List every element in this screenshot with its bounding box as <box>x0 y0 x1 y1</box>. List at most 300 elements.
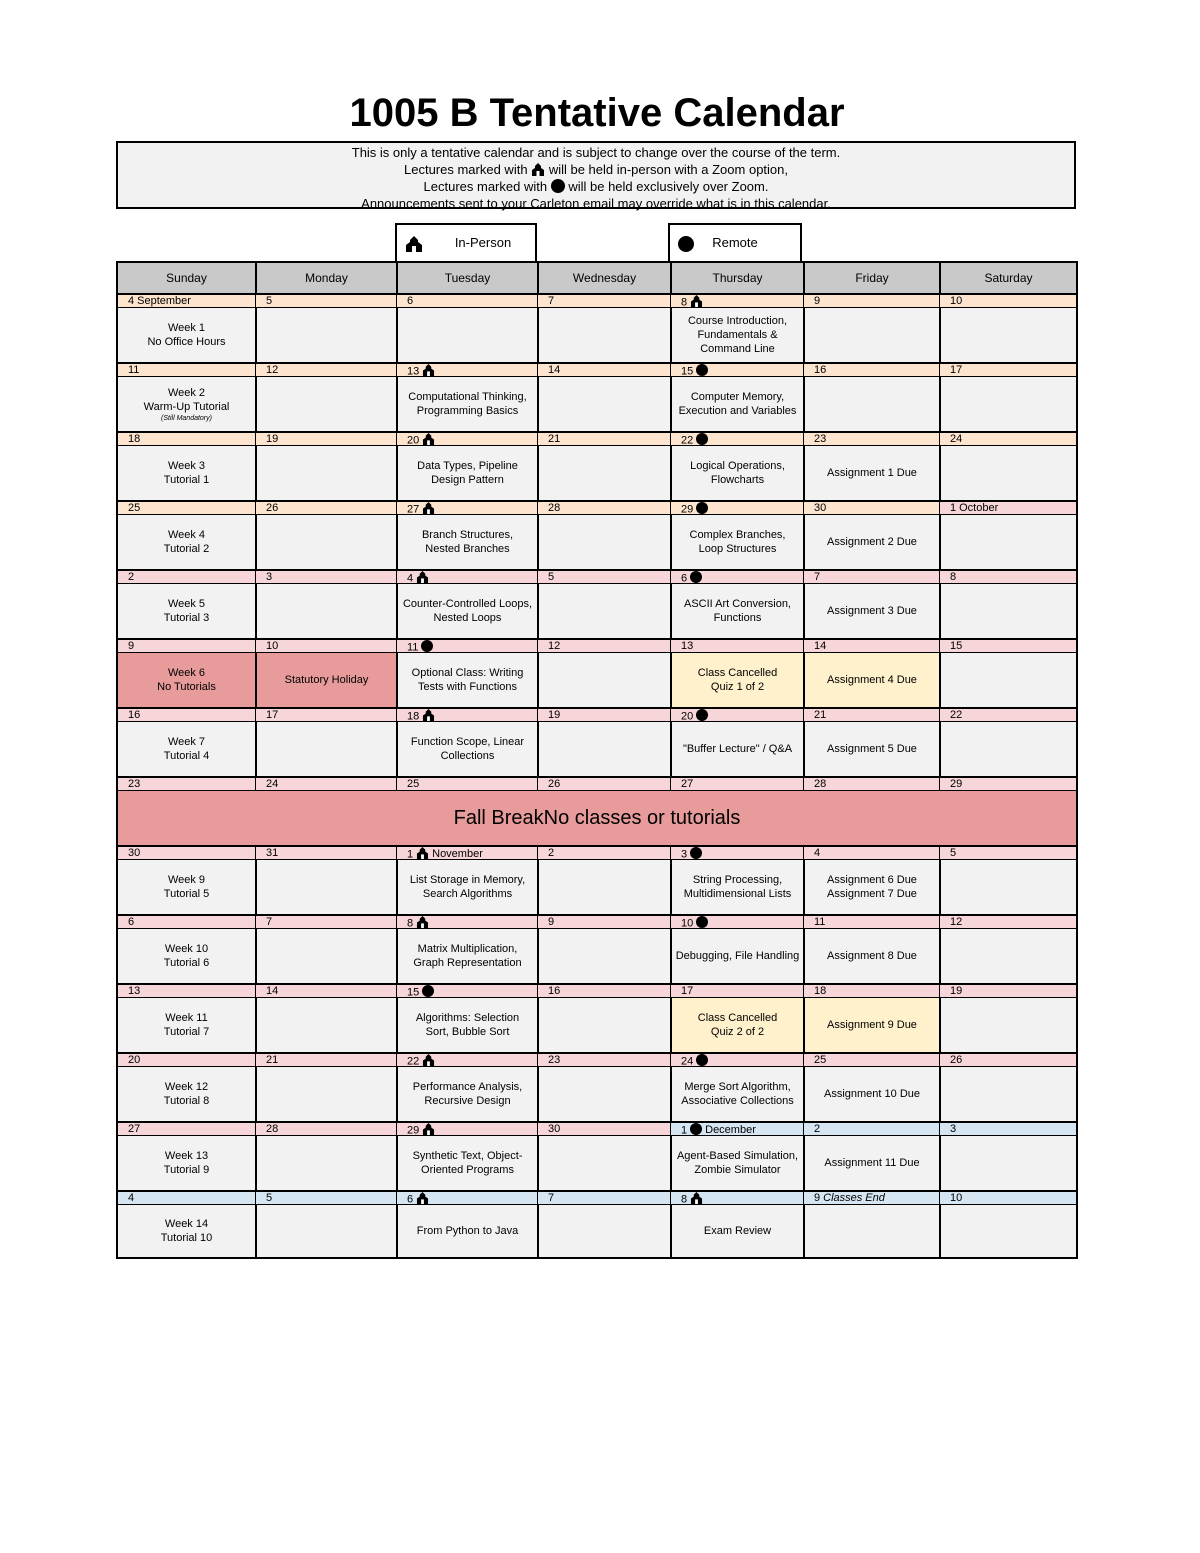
date-number: 24 <box>950 433 963 445</box>
date-cell <box>255 845 396 859</box>
date-number: 4 <box>128 1192 135 1204</box>
day-cell <box>670 514 803 569</box>
day-cell <box>939 997 1078 1052</box>
date-cell <box>939 1190 1078 1204</box>
date-cell <box>803 362 939 376</box>
day-cell <box>537 583 670 638</box>
date-number: 2 <box>128 571 135 583</box>
date-cell <box>116 431 255 445</box>
date-cell <box>803 845 939 859</box>
day-cell <box>537 997 670 1052</box>
cell-text: Zombie Simulator <box>694 1164 781 1176</box>
day-cell <box>537 376 670 431</box>
date-cell <box>670 500 803 514</box>
date-number: 27 <box>128 1123 141 1135</box>
date-number: 7 <box>266 916 273 928</box>
date-number: 28 <box>548 502 561 514</box>
cell-text: Assignment 8 Due <box>827 950 917 962</box>
cell-text: Week 2 <box>167 386 206 399</box>
cell-text: Tutorial 5 <box>163 888 210 900</box>
day-cell <box>255 997 396 1052</box>
cell-text: "Buffer Lecture" / Q&A <box>682 743 793 755</box>
day-cell <box>537 928 670 983</box>
date-number: 4 <box>814 847 821 859</box>
day-cell <box>939 1135 1078 1190</box>
date-number: 30 <box>814 502 827 514</box>
date-cell <box>803 431 939 445</box>
cell-text: Class Cancelled <box>697 1012 778 1024</box>
date-cell <box>803 293 939 307</box>
building-icon <box>422 364 435 376</box>
date-cell <box>939 914 1078 928</box>
date-number: 17 <box>266 709 279 721</box>
day-cell <box>116 1066 255 1121</box>
date-cell <box>396 1121 537 1135</box>
day-cell <box>670 1204 803 1259</box>
day-cell <box>670 859 803 914</box>
day-cell <box>670 997 803 1052</box>
cell-text: Oriented Programs <box>421 1164 514 1176</box>
date-cell <box>537 707 670 721</box>
day-cell <box>255 1135 396 1190</box>
notice-box <box>116 141 1076 209</box>
building-icon <box>422 433 435 445</box>
date-number: 31 <box>266 847 279 859</box>
notice-text: Lectures marked with <box>423 179 548 194</box>
cell-text: Function Scope, Linear <box>410 736 525 748</box>
date-number: 8 <box>407 917 414 928</box>
date-number: 6 <box>128 916 135 928</box>
day-header-sunday: Sunday <box>116 261 255 293</box>
cell-text: Optional Class: Writing <box>411 667 524 679</box>
notice-line <box>118 161 1074 178</box>
cell-text: Assignment 11 Due <box>824 1157 920 1169</box>
cell-text: Exam Review <box>703 1225 772 1237</box>
circle-icon <box>696 364 708 376</box>
day-cell <box>803 859 939 914</box>
cell-text: Tutorial 8 <box>163 1095 210 1107</box>
day-cell <box>116 445 255 500</box>
date-number: 29 <box>407 1124 420 1135</box>
date-number: 11 <box>128 364 140 376</box>
date-label: October <box>959 502 999 514</box>
cell-text: Computer Memory, <box>690 391 785 403</box>
date-number: 7 <box>548 1192 555 1204</box>
cell-text: Warm-Up Tutorial <box>143 400 230 413</box>
day-cell <box>255 1204 396 1259</box>
date-cell <box>396 914 537 928</box>
date-cell <box>537 1052 670 1066</box>
date-number: 27 <box>407 503 420 514</box>
date-number: 1 <box>950 502 957 514</box>
date-number: 10 <box>266 640 279 652</box>
date-number: 22 <box>681 434 694 445</box>
day-cell <box>255 445 396 500</box>
date-cell <box>670 638 803 652</box>
date-number: 14 <box>266 985 279 997</box>
date-number: 13 <box>128 985 141 997</box>
date-cell <box>396 845 537 859</box>
date-label: Classes End <box>823 1192 885 1204</box>
cell-text: Week 7 <box>167 736 206 748</box>
date-number: 14 <box>814 640 827 652</box>
day-cell <box>396 1135 537 1190</box>
day-header-friday: Friday <box>803 261 939 293</box>
date-number: 22 <box>950 709 963 721</box>
circle-icon <box>690 847 702 859</box>
date-cell <box>537 293 670 307</box>
day-cell <box>803 1204 939 1259</box>
date-number: 15 <box>950 640 963 652</box>
cell-text: Tutorial 3 <box>163 612 210 624</box>
date-cell <box>537 776 670 790</box>
date-cell <box>116 983 255 997</box>
legend-label: In-Person <box>454 235 512 250</box>
cell-text: From Python to Java <box>416 1225 519 1237</box>
cell-text: Quiz 1 of 2 <box>710 681 765 693</box>
cell-text: Command Line <box>700 343 775 355</box>
date-number: 1 <box>681 1124 688 1135</box>
date-cell <box>670 362 803 376</box>
building-icon <box>416 847 429 859</box>
date-number: 18 <box>128 433 141 445</box>
day-cell <box>396 652 537 707</box>
date-cell <box>255 1121 396 1135</box>
day-cell <box>116 307 255 362</box>
date-cell <box>396 776 537 790</box>
day-cell <box>116 859 255 914</box>
cell-text: Assignment 5 Due <box>827 743 917 755</box>
date-cell <box>939 500 1078 514</box>
day-cell <box>537 859 670 914</box>
day-cell <box>255 514 396 569</box>
notice-text: will be held exclusively over Zoom. <box>568 179 769 194</box>
date-number: 18 <box>814 985 827 997</box>
date-number: 29 <box>681 503 694 514</box>
day-cell <box>537 445 670 500</box>
date-number: 12 <box>266 364 279 376</box>
date-number: 21 <box>814 709 827 721</box>
date-number: 5 <box>266 1192 273 1204</box>
date-cell <box>396 638 537 652</box>
cell-text: Matrix Multiplication, <box>417 943 518 955</box>
day-cell <box>939 445 1078 500</box>
date-cell <box>116 1190 255 1204</box>
notice-text: Lectures marked with <box>404 162 528 177</box>
date-number: 5 <box>950 847 957 859</box>
cell-text: Debugging, File Handling <box>675 950 800 962</box>
day-cell <box>939 928 1078 983</box>
circle-icon <box>422 985 434 997</box>
cell-text: List Storage in Memory, <box>409 874 526 886</box>
date-number: 11 <box>814 916 826 928</box>
date-cell <box>396 983 537 997</box>
day-cell <box>396 928 537 983</box>
day-cell <box>803 445 939 500</box>
cell-text: Course Introduction, <box>687 315 788 327</box>
cell-text: Agent-Based Simulation, <box>676 1150 799 1162</box>
day-cell <box>803 1135 939 1190</box>
cell-text: Tutorial 1 <box>163 474 210 486</box>
day-cell <box>939 1066 1078 1121</box>
cell-note: (Still Mandatory) <box>161 414 212 422</box>
circle-icon <box>696 709 708 721</box>
date-number: 13 <box>407 365 420 376</box>
day-cell <box>396 1204 537 1259</box>
date-number: 28 <box>266 1123 279 1135</box>
date-cell <box>537 431 670 445</box>
legend-label: Remote <box>712 235 758 250</box>
date-number: 27 <box>681 778 694 790</box>
cell-text: Counter-Controlled Loops, <box>402 598 533 610</box>
date-cell <box>939 983 1078 997</box>
day-cell <box>803 307 939 362</box>
cell-text: Assignment 6 Due <box>827 874 917 886</box>
date-number: 25 <box>128 502 141 514</box>
day-cell <box>803 514 939 569</box>
day-cell <box>116 652 255 707</box>
date-cell <box>396 707 537 721</box>
building-icon <box>422 1123 435 1135</box>
day-cell <box>939 307 1078 362</box>
date-cell <box>537 914 670 928</box>
date-cell <box>255 914 396 928</box>
day-cell <box>116 1204 255 1259</box>
date-cell <box>116 1121 255 1135</box>
cell-text: Week 4 <box>167 529 206 541</box>
date-cell <box>116 914 255 928</box>
day-cell <box>939 514 1078 569</box>
cell-text: String Processing, <box>692 874 783 886</box>
date-cell <box>537 638 670 652</box>
cell-text: Tests with Functions <box>417 681 518 693</box>
cell-text: Algorithms: Selection <box>415 1012 520 1024</box>
date-cell <box>116 362 255 376</box>
building-icon <box>690 295 703 307</box>
building-icon <box>416 916 429 928</box>
date-number: 9 <box>128 640 135 652</box>
day-cell <box>537 1066 670 1121</box>
date-cell <box>255 983 396 997</box>
date-number: 19 <box>266 433 279 445</box>
date-number: 15 <box>681 365 694 376</box>
cell-text: Statutory Holiday <box>284 674 369 686</box>
cell-text: Nested Branches <box>425 543 510 555</box>
date-cell <box>670 914 803 928</box>
notice-text: will be held in-person with a Zoom option, <box>548 162 788 177</box>
date-number: 6 <box>407 1193 414 1204</box>
cell-text: Assignment 4 Due <box>827 674 917 686</box>
date-cell <box>670 1121 803 1135</box>
cell-text: Graph Representation <box>413 957 522 969</box>
day-cell <box>255 721 396 776</box>
day-cell <box>670 445 803 500</box>
date-cell <box>670 569 803 583</box>
date-cell <box>255 362 396 376</box>
day-cell <box>255 583 396 638</box>
day-cell <box>803 376 939 431</box>
day-cell <box>255 652 396 707</box>
date-cell <box>939 569 1078 583</box>
date-cell <box>116 776 255 790</box>
day-cell <box>803 652 939 707</box>
date-number: 26 <box>266 502 279 514</box>
day-cell <box>396 859 537 914</box>
day-cell <box>939 376 1078 431</box>
day-cell <box>803 928 939 983</box>
cell-text: Week 9 <box>167 874 206 886</box>
day-cell <box>116 1135 255 1190</box>
date-cell <box>396 431 537 445</box>
day-header-wednesday: Wednesday <box>537 261 670 293</box>
date-number: 6 <box>681 572 688 583</box>
cell-text: Computational Thinking, <box>408 391 527 403</box>
day-cell <box>803 583 939 638</box>
cell-text: Recursive Design <box>424 1095 511 1107</box>
circle-icon <box>551 179 565 194</box>
date-cell <box>803 914 939 928</box>
day-cell <box>255 307 396 362</box>
day-cell <box>537 1204 670 1259</box>
cell-text: Assignment 2 Due <box>827 536 917 548</box>
cell-text: Week 14 <box>164 1218 209 1230</box>
building-icon <box>531 162 545 177</box>
date-cell <box>670 776 803 790</box>
date-number: 26 <box>950 1054 963 1066</box>
cell-text: Tutorial 9 <box>163 1164 210 1176</box>
cell-text: No Office Hours <box>147 336 226 348</box>
date-cell <box>116 845 255 859</box>
date-number: 29 <box>950 778 963 790</box>
date-number: 18 <box>407 710 420 721</box>
date-number: 20 <box>128 1054 141 1066</box>
cell-text: Fundamentals & <box>697 329 778 341</box>
building-icon <box>416 1192 429 1204</box>
date-number: 14 <box>548 364 561 376</box>
date-number: 15 <box>407 986 420 997</box>
legend-in-person <box>395 223 537 261</box>
day-cell <box>255 1066 396 1121</box>
date-number: 30 <box>548 1123 561 1135</box>
day-cell <box>396 583 537 638</box>
date-cell <box>803 638 939 652</box>
cell-text: Week 5 <box>167 598 206 610</box>
date-cell <box>396 1190 537 1204</box>
date-cell <box>396 293 537 307</box>
date-cell <box>255 569 396 583</box>
day-cell <box>255 859 396 914</box>
date-number: 8 <box>681 1193 688 1204</box>
day-cell <box>939 1204 1078 1259</box>
day-cell <box>670 1066 803 1121</box>
date-number: 12 <box>548 640 561 652</box>
date-number: 19 <box>548 709 561 721</box>
building-icon <box>422 709 435 721</box>
day-header-monday: Monday <box>255 261 396 293</box>
cell-text: Nested Loops <box>433 612 502 624</box>
cell-text: Class Cancelled <box>697 667 778 679</box>
date-cell <box>537 845 670 859</box>
day-cell <box>939 652 1078 707</box>
date-number: 26 <box>548 778 561 790</box>
date-number: 21 <box>548 433 561 445</box>
date-number: 25 <box>814 1054 827 1066</box>
cell-text: ASCII Art Conversion, <box>684 598 791 610</box>
day-cell <box>670 721 803 776</box>
day-cell <box>255 928 396 983</box>
cell-text: Synthetic Text, Object- <box>412 1150 523 1162</box>
date-cell <box>537 362 670 376</box>
date-cell <box>116 1052 255 1066</box>
date-cell <box>939 776 1078 790</box>
date-number: 9 <box>814 1192 821 1204</box>
cell-text: Week 10 <box>164 943 209 955</box>
date-number: 25 <box>407 778 420 790</box>
cell-text: Week 12 <box>164 1081 209 1093</box>
day-cell <box>939 583 1078 638</box>
cell-text: Week 1 <box>167 322 206 334</box>
date-cell <box>255 707 396 721</box>
date-number: 13 <box>681 640 694 652</box>
circle-icon <box>696 502 708 514</box>
date-number: 2 <box>548 847 555 859</box>
date-cell <box>939 707 1078 721</box>
date-number: 4 <box>407 572 414 583</box>
date-number: 16 <box>548 985 561 997</box>
date-number: 28 <box>814 778 827 790</box>
cell-text: No Tutorials <box>157 681 216 693</box>
cell-text: Data Types, Pipeline <box>417 460 518 472</box>
day-cell <box>670 928 803 983</box>
cell-text: Sort, Bubble Sort <box>425 1026 510 1038</box>
day-cell <box>670 307 803 362</box>
date-number: 5 <box>548 571 555 583</box>
cell-text: Associative Collections <box>681 1095 794 1107</box>
legend-remote <box>668 223 802 261</box>
date-number: 12 <box>950 916 963 928</box>
date-cell <box>939 1121 1078 1135</box>
cell-text: Assignment 1 Due <box>827 467 917 479</box>
building-icon <box>422 502 435 514</box>
cell-text: Flowcharts <box>710 474 765 486</box>
cell-text: Week 3 <box>167 460 206 472</box>
date-number: 7 <box>814 571 821 583</box>
cell-text: Tutorial 2 <box>163 543 210 555</box>
date-cell <box>396 1052 537 1066</box>
date-number: 6 <box>407 295 414 307</box>
building-icon <box>690 1192 703 1204</box>
date-number: 10 <box>950 1192 963 1204</box>
notice-line <box>118 178 1074 195</box>
day-cell <box>396 721 537 776</box>
cell-text: Search Algorithms <box>422 888 513 900</box>
day-cell <box>537 721 670 776</box>
page-title: 1005 B Tentative Calendar <box>349 91 845 135</box>
date-cell <box>803 983 939 997</box>
date-cell <box>670 1052 803 1066</box>
day-cell <box>396 997 537 1052</box>
date-number: 23 <box>814 433 827 445</box>
date-cell <box>255 1190 396 1204</box>
date-cell <box>803 707 939 721</box>
date-cell <box>116 707 255 721</box>
date-label: December <box>705 1124 756 1135</box>
calendar-grid <box>116 261 1078 1268</box>
cell-text: Logical Operations, <box>690 460 785 472</box>
notice-line: Announcements sent to your Carleton email may override what is in this calendar. <box>361 196 831 211</box>
date-cell <box>670 431 803 445</box>
date-number: 1 <box>407 848 414 859</box>
